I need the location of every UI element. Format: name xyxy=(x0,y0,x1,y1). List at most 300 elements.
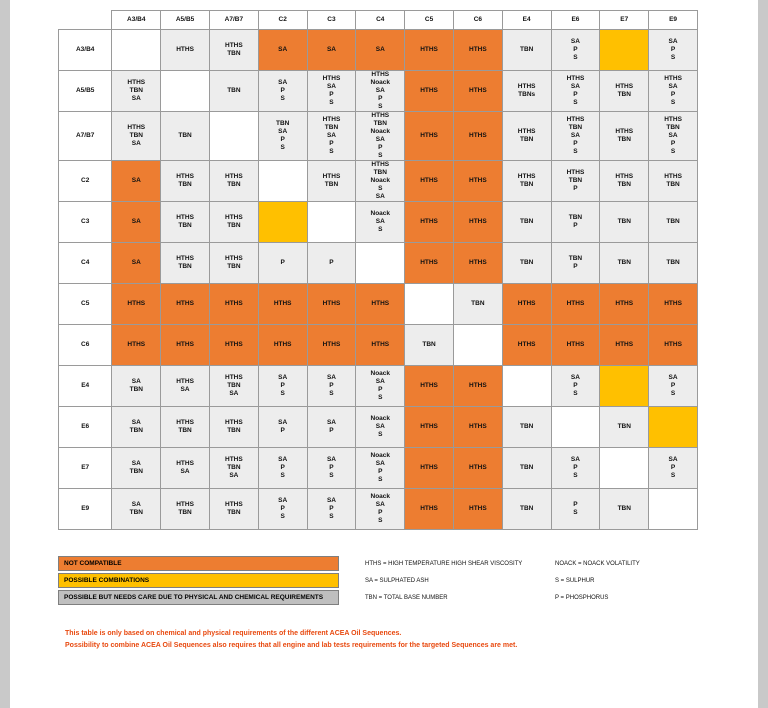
matrix-cell-token: TBN xyxy=(129,87,143,94)
matrix-cell xyxy=(502,448,551,489)
matrix-cell-token: S xyxy=(329,390,334,397)
matrix-cell-token: HTHS xyxy=(615,341,634,348)
matrix-row-header: A3/B4 xyxy=(59,30,112,71)
matrix-cell-token: S xyxy=(573,390,578,397)
matrix-row-header: C4 xyxy=(59,243,112,284)
matrix-cell-token: P xyxy=(573,140,578,147)
matrix-cell-token: TBN xyxy=(617,136,631,143)
matrix-cell-token: SA xyxy=(570,83,580,90)
matrix-cell xyxy=(161,407,210,448)
matrix-cell-token: P xyxy=(573,91,578,98)
matrix-cell-token: SA xyxy=(131,177,141,184)
matrix-cell xyxy=(600,407,649,448)
matrix-cell xyxy=(551,489,600,530)
matrix-cell-token: HTHS xyxy=(566,169,585,176)
matrix-cell-token: S xyxy=(329,513,334,520)
matrix-cell xyxy=(307,325,356,366)
matrix-cell xyxy=(258,71,307,112)
matrix-cell xyxy=(453,284,502,325)
matrix-cell-token: SA xyxy=(326,456,336,463)
matrix-cell-token: TBN xyxy=(178,222,192,229)
matrix-cell-token: TBN xyxy=(275,120,290,127)
matrix-cell-token: HTHS xyxy=(517,341,536,348)
matrix-cell-token: HTHS xyxy=(615,173,634,180)
matrix-cell-token: HTHS xyxy=(469,382,487,389)
matrix-cell xyxy=(356,284,405,325)
matrix-cell-token: HTHS xyxy=(469,259,487,266)
matrix-cell-token: SA xyxy=(278,497,288,504)
matrix-cell-token: SA xyxy=(570,38,580,45)
matrix-cell-token: S xyxy=(329,472,334,479)
matrix-cell-token: TBN xyxy=(324,124,339,131)
matrix-cell-token: HTHS xyxy=(176,378,194,385)
matrix-cell-token: HTHS xyxy=(469,464,487,471)
matrix-cell-token: P xyxy=(378,95,383,102)
matrix-cell-token: HTHS xyxy=(176,341,194,348)
matrix-cell-token: S xyxy=(573,472,578,479)
matrix-cell xyxy=(356,243,405,284)
matrix-cell xyxy=(161,489,210,530)
matrix-cell xyxy=(209,71,258,112)
matrix-cell xyxy=(453,407,502,448)
matrix-cell-token: TBN xyxy=(129,509,143,516)
matrix-cell xyxy=(161,161,210,202)
matrix-cell-token: SA xyxy=(131,259,141,266)
matrix-cell-token: SA xyxy=(131,218,141,225)
matrix-cell-token: TBN xyxy=(666,181,680,188)
abbreviations-left-column xyxy=(365,556,555,607)
matrix-cell-token: SA xyxy=(668,38,678,45)
matrix-cell-token: TBN xyxy=(519,505,534,512)
matrix-cell-token: P xyxy=(329,505,334,512)
matrix-col-header: A3/B4 xyxy=(112,11,161,30)
matrix-cell xyxy=(307,202,356,243)
matrix-cell xyxy=(502,243,551,284)
matrix-cell xyxy=(551,161,600,202)
matrix-cell xyxy=(551,407,600,448)
matrix-cell xyxy=(551,284,600,325)
matrix-cell-token: TBN xyxy=(519,136,534,143)
matrix-col-header: C3 xyxy=(307,11,356,30)
matrix-col-header: C4 xyxy=(356,11,405,30)
matrix-cell-token: SA xyxy=(375,218,385,225)
matrix-cell-token: TBN xyxy=(519,46,534,53)
matrix-cell-token: TBN xyxy=(227,87,241,94)
matrix-cell xyxy=(405,284,454,325)
matrix-cell-token: P xyxy=(280,382,285,389)
matrix-cell xyxy=(502,112,551,161)
matrix-cell-token: TBN xyxy=(666,218,680,225)
matrix-cell-token: P xyxy=(280,505,285,512)
matrix-cell-token: Noack xyxy=(370,128,391,135)
matrix-cell-token: P xyxy=(280,427,285,434)
matrix-cell xyxy=(356,30,405,71)
matrix-cell-token: P xyxy=(573,382,578,389)
matrix-row xyxy=(59,489,698,530)
matrix-col-header: C5 xyxy=(405,11,454,30)
matrix-cell xyxy=(405,112,454,161)
matrix-col-header: E6 xyxy=(551,11,600,30)
matrix-cell xyxy=(405,71,454,112)
matrix-cell-token: HTHS xyxy=(469,177,487,184)
matrix-cell-token: HTHS xyxy=(615,300,634,307)
matrix-col-header: E7 xyxy=(600,11,649,30)
matrix-cell-token: HTHS xyxy=(176,300,194,307)
matrix-row-header: C6 xyxy=(59,325,112,366)
matrix-cell-token: HTHS xyxy=(469,423,487,430)
matrix-cell xyxy=(209,489,258,530)
matrix-cell xyxy=(112,161,161,202)
matrix-cell xyxy=(551,366,600,407)
matrix-cell xyxy=(502,71,551,112)
matrix-cell-token: SA xyxy=(570,132,580,139)
matrix-cell xyxy=(307,489,356,530)
matrix-cell-token: P xyxy=(670,464,676,471)
matrix-cell xyxy=(600,71,649,112)
matrix-cell-token: HTHS xyxy=(420,259,438,266)
matrix-cell xyxy=(307,366,356,407)
matrix-cell-token: HTHS xyxy=(566,75,585,82)
matrix-cell xyxy=(356,112,405,161)
matrix-cell-token: HTHS xyxy=(371,161,390,168)
matrix-cell xyxy=(551,325,600,366)
matrix-col-header: A5/B5 xyxy=(161,11,210,30)
matrix-cell-token: SA xyxy=(131,419,141,426)
matrix-cell-token: SA xyxy=(326,83,336,90)
matrix-cell xyxy=(161,243,210,284)
matrix-row-header: E9 xyxy=(59,489,112,530)
matrix-cell-token: HTHS xyxy=(225,42,243,49)
matrix-cell xyxy=(649,489,698,530)
abbrev-p: P = PHOSPHORUS xyxy=(555,595,609,601)
matrix-cell-token: HTHS xyxy=(517,128,536,135)
matrix-cell-token: Noack xyxy=(370,210,391,217)
matrix-cell xyxy=(551,448,600,489)
matrix-cell xyxy=(405,243,454,284)
matrix-cell-token: S xyxy=(573,54,578,61)
matrix-cell xyxy=(502,325,551,366)
matrix-cell xyxy=(405,448,454,489)
matrix-cell xyxy=(258,448,307,489)
matrix-cell-token: P xyxy=(329,140,334,147)
abbrev-hths: HTHS = HIGH TEMPERATURE HIGH SHEAR VISCOSITY xyxy=(365,561,523,567)
matrix-cell-token: HTHS xyxy=(225,501,243,508)
matrix-cell xyxy=(502,161,551,202)
matrix-cell-token: P xyxy=(280,464,285,471)
matrix-cell-token: HTHS xyxy=(566,116,585,123)
matrix-cell-token: SA xyxy=(375,501,385,508)
matrix-cell-token: P xyxy=(573,46,578,53)
matrix-cell xyxy=(453,161,502,202)
matrix-cell-token: TBN xyxy=(227,181,241,188)
matrix-cell-token: SA xyxy=(278,456,288,463)
matrix-cell xyxy=(600,202,649,243)
matrix-cell-token: SA xyxy=(326,132,336,139)
matrix-cell-token: TBN xyxy=(568,255,583,262)
matrix-row xyxy=(59,325,698,366)
matrix-row-header: E6 xyxy=(59,407,112,448)
matrix-header-row xyxy=(59,11,698,30)
matrix-cell-token: P xyxy=(329,259,334,266)
matrix-col-header: C6 xyxy=(453,11,502,30)
matrix-cell-token: HTHS xyxy=(322,300,341,307)
matrix-cell-token: P xyxy=(670,140,676,147)
matrix-cell-token: HTHS xyxy=(176,214,194,221)
matrix-body xyxy=(59,30,698,530)
matrix-cell-token: S xyxy=(378,103,383,110)
matrix-cell-token: HTHS xyxy=(176,501,194,508)
matrix-cell xyxy=(161,202,210,243)
matrix-row xyxy=(59,366,698,407)
compatibility-matrix xyxy=(58,10,698,530)
matrix-cell-token: HTHS xyxy=(176,255,194,262)
matrix-cell-token: SA xyxy=(375,46,385,53)
matrix-cell xyxy=(258,202,307,243)
matrix-cell-token: HTHS xyxy=(664,300,682,307)
matrix-cell-token: TBNs xyxy=(518,91,536,98)
matrix-cell xyxy=(600,284,649,325)
matrix-cell xyxy=(649,284,698,325)
matrix-cell xyxy=(307,407,356,448)
matrix-cell xyxy=(307,30,356,71)
matrix-cell-token: TBN xyxy=(129,468,143,475)
matrix-cell xyxy=(502,366,551,407)
matrix-cell-token: P xyxy=(378,386,383,393)
matrix-cell-token: HTHS xyxy=(176,419,194,426)
matrix-cell xyxy=(405,161,454,202)
matrix-cell-token: P xyxy=(329,427,334,434)
matrix-cell-token: TBN xyxy=(178,132,192,139)
matrix-cell-token: Noack xyxy=(370,415,391,422)
matrix-cell-token: HTHS xyxy=(322,116,341,123)
matrix-cell-token: SA xyxy=(668,374,678,381)
matrix-cell-token: HTHS xyxy=(225,456,243,463)
abbrev-noack: NOACK = NOACK VOLATILITY xyxy=(555,561,640,567)
matrix-cell xyxy=(356,161,405,202)
matrix-cell-token: TBN xyxy=(519,259,534,266)
matrix-col-header: A7/B7 xyxy=(209,11,258,30)
matrix-cell-token: P xyxy=(329,91,334,98)
matrix-cell xyxy=(209,112,258,161)
matrix-cell xyxy=(453,112,502,161)
matrix-cell xyxy=(405,202,454,243)
matrix-cell-token: S xyxy=(573,99,578,106)
matrix-cell xyxy=(356,448,405,489)
matrix-cell xyxy=(600,366,649,407)
matrix-cell-token: P xyxy=(378,509,383,516)
matrix-cell-token: TBN xyxy=(178,181,192,188)
matrix-cell xyxy=(453,325,502,366)
matrix-cell-token: TBN xyxy=(519,218,534,225)
matrix-cell xyxy=(600,489,649,530)
matrix-cell xyxy=(502,202,551,243)
matrix-cell xyxy=(453,202,502,243)
matrix-cell-token: TBN xyxy=(519,181,534,188)
matrix-cell xyxy=(112,71,161,112)
matrix-cell xyxy=(161,71,210,112)
matrix-cell-token: SA xyxy=(375,193,385,200)
matrix-cell xyxy=(209,202,258,243)
matrix-cell-token: HTHS xyxy=(517,300,536,307)
matrix-cell-token: S xyxy=(378,226,383,233)
matrix-cell-token: P xyxy=(670,382,676,389)
matrix-cell xyxy=(112,284,161,325)
matrix-row xyxy=(59,448,698,489)
matrix-cell-token: HTHS xyxy=(322,341,341,348)
matrix-cell xyxy=(649,112,698,161)
matrix-cell xyxy=(600,30,649,71)
matrix-cell xyxy=(209,284,258,325)
matrix-cell-token: SA xyxy=(278,79,288,86)
matrix-cell-token: Noack xyxy=(370,79,391,86)
matrix-cell-token: S xyxy=(670,472,676,479)
matrix-cell-token: TBN xyxy=(227,263,241,270)
matrix-cell-token: HTHS xyxy=(469,87,487,94)
matrix-cell xyxy=(502,407,551,448)
matrix-cell-token: HTHS xyxy=(273,300,292,307)
matrix-cell xyxy=(258,112,307,161)
matrix-cell-token: HTHS xyxy=(420,464,438,471)
matrix-cell xyxy=(161,284,210,325)
matrix-cell-token: S xyxy=(378,185,383,192)
footnote-line-2: Possibility to combine ACEA Oil Sequences also requires that all engine and lab tests requirements for the targeted Sequences are met. xyxy=(65,642,518,649)
matrix-cell-token: TBN xyxy=(568,124,583,131)
matrix-cell-token: SA xyxy=(326,419,336,426)
matrix-cell xyxy=(405,489,454,530)
matrix-cell xyxy=(600,161,649,202)
matrix-cell-token: S xyxy=(573,148,578,155)
matrix-cell-token: HTHS xyxy=(420,505,438,512)
matrix-cell-token: SA xyxy=(668,132,678,139)
matrix-cell xyxy=(258,366,307,407)
legend-label-not-compatible: NOT COMPATIBLE xyxy=(58,556,339,571)
matrix-cell-token: HTHS xyxy=(176,460,194,467)
matrix-cell xyxy=(258,325,307,366)
matrix-cell-token: S xyxy=(378,394,383,401)
abbreviations-right-column xyxy=(555,556,755,607)
matrix-cell-token: SA xyxy=(131,460,141,467)
matrix-cell-token: TBN xyxy=(178,509,192,516)
matrix-cell-token: TBN xyxy=(617,181,631,188)
matrix-cell-token: SA xyxy=(131,95,141,102)
matrix-cell xyxy=(551,71,600,112)
matrix-cell xyxy=(209,407,258,448)
matrix-cell-token: TBN xyxy=(373,120,387,127)
matrix-row-header: E4 xyxy=(59,366,112,407)
matrix-cell xyxy=(453,448,502,489)
matrix-cell-token: SA xyxy=(229,390,239,397)
matrix-cell xyxy=(649,71,698,112)
matrix-cell xyxy=(453,489,502,530)
matrix-cell-token: TBN xyxy=(617,423,631,430)
matrix-cell-token: S xyxy=(280,95,285,102)
matrix-cell xyxy=(453,30,502,71)
matrix-cell-token: S xyxy=(329,148,334,155)
matrix-row xyxy=(59,112,698,161)
matrix-cell-token: HTHS xyxy=(225,341,243,348)
matrix-cell xyxy=(112,202,161,243)
matrix-col-header: E9 xyxy=(649,11,698,30)
matrix-row xyxy=(59,30,698,71)
matrix-cell xyxy=(112,30,161,71)
matrix-cell-token: S xyxy=(280,390,285,397)
matrix-cell-token: HTHS xyxy=(176,173,194,180)
matrix-cell-token: HTHS xyxy=(225,300,243,307)
matrix-cell xyxy=(161,448,210,489)
matrix-cell-token: P xyxy=(329,382,334,389)
matrix-cell xyxy=(307,284,356,325)
matrix-cell-token: HTHS xyxy=(322,75,341,82)
matrix-row-header: C2 xyxy=(59,161,112,202)
matrix-cell-token: HTHS xyxy=(127,124,146,131)
matrix-cell xyxy=(258,30,307,71)
footnote xyxy=(65,628,715,652)
matrix-cell-token: HTHS xyxy=(371,71,390,78)
matrix-cell xyxy=(356,202,405,243)
matrix-cell xyxy=(453,366,502,407)
matrix-cell-token: HTHS xyxy=(420,87,438,94)
matrix-cell xyxy=(649,30,698,71)
matrix-row-header: E7 xyxy=(59,448,112,489)
matrix-cell-token: TBN xyxy=(129,427,143,434)
matrix-row-header: C3 xyxy=(59,202,112,243)
matrix-cell-token: HTHS xyxy=(420,423,438,430)
matrix-cell-token: TBN xyxy=(227,382,241,389)
matrix-cell-token: HTHS xyxy=(566,341,585,348)
matrix-cell-token: P xyxy=(280,259,285,266)
matrix-cell xyxy=(112,243,161,284)
matrix-cell xyxy=(307,243,356,284)
matrix-cell-token: HTHS xyxy=(225,214,243,221)
matrix-cell-token: TBN xyxy=(568,214,583,221)
matrix-cell-token: SA xyxy=(131,140,141,147)
matrix-cell-token: SA xyxy=(375,87,385,94)
matrix-row-header: C5 xyxy=(59,284,112,325)
matrix-cell-token: TBN xyxy=(227,222,241,229)
matrix-cell xyxy=(600,243,649,284)
matrix-cell xyxy=(307,112,356,161)
matrix-cell xyxy=(356,366,405,407)
matrix-cell-token: TBN xyxy=(471,300,485,307)
matrix-row xyxy=(59,407,698,448)
matrix-cell-token: HTHS xyxy=(420,177,438,184)
matrix-cell-token: SA xyxy=(326,497,336,504)
matrix-cell xyxy=(502,30,551,71)
matrix-cell-token: TBN xyxy=(324,181,339,188)
matrix-row-header: A7/B7 xyxy=(59,112,112,161)
matrix-cell-token: S xyxy=(670,99,676,106)
matrix-cell-token: TBN xyxy=(666,259,680,266)
matrix-cell-token: SA xyxy=(278,46,288,53)
matrix-cell xyxy=(209,161,258,202)
matrix-cell-token: HTHS xyxy=(176,46,194,53)
matrix-cell-token: TBN xyxy=(519,464,534,471)
footnote-line-1: This table is only based on chemical and physical requirements of the different ACEA Oil Sequences. xyxy=(65,630,402,637)
matrix-cell xyxy=(209,366,258,407)
matrix-cell-token: HTHS xyxy=(566,300,585,307)
matrix-cell xyxy=(112,448,161,489)
matrix-cell-token: SA xyxy=(278,374,288,381)
matrix-cell xyxy=(161,325,210,366)
matrix-cell-token: HTHS xyxy=(273,341,292,348)
matrix-cell-token: HTHS xyxy=(127,79,146,86)
legend-label-needs-care: POSSIBLE BUT NEEDS CARE DUE TO PHYSICAL AND CHEMICAL REQUIREMENTS xyxy=(58,590,339,605)
matrix-cell-token: SA xyxy=(278,128,288,135)
matrix-cell-token: P xyxy=(670,91,676,98)
matrix-cell-token: S xyxy=(280,472,285,479)
matrix-cell xyxy=(649,202,698,243)
matrix-cell xyxy=(356,407,405,448)
